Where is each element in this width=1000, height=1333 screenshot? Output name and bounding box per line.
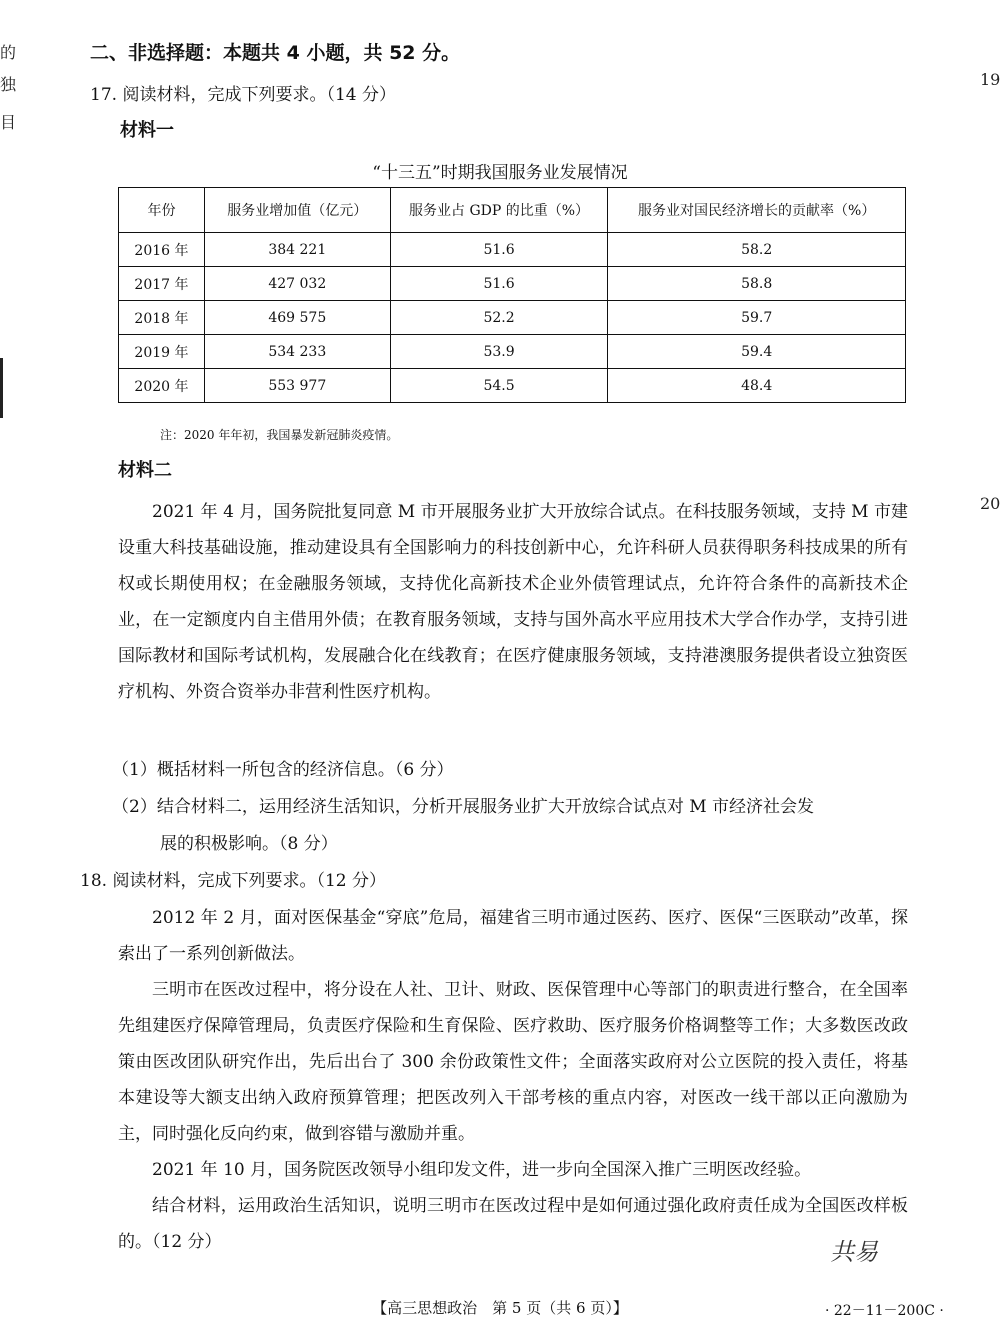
cell-year: 2017 年 bbox=[119, 267, 205, 301]
cell-added-value: 534 233 bbox=[204, 335, 390, 369]
q17-sub2-line2: 展的积极影响。（8 分） bbox=[160, 834, 338, 854]
cell-contribution: 48.4 bbox=[608, 369, 906, 403]
q17-sub1: （1）概括材料一所包含的经济信息。（6 分） bbox=[112, 760, 454, 780]
cell-added-value: 427 032 bbox=[204, 267, 390, 301]
header-contribution: 服务业对国民经济增长的贡献率（%） bbox=[608, 188, 906, 233]
edge-char-3: 目 bbox=[0, 113, 17, 132]
table-row bbox=[119, 233, 906, 267]
q18-paragraph-3: 2021 年 10 月，国务院医改领导小组印发文件，进一步向全国深入推广三明医改经验。 bbox=[152, 1160, 812, 1180]
material2-label: 材料二 bbox=[118, 460, 172, 481]
table-row bbox=[119, 301, 906, 335]
exam-code: · 22－11－200C · bbox=[825, 1303, 944, 1319]
cell-contribution: 58.8 bbox=[608, 267, 906, 301]
cell-gdp-share: 51.6 bbox=[390, 267, 608, 301]
edge-number-19: 19 bbox=[980, 70, 1000, 89]
page-footer: 【高三思想政治 第 5 页（共 6 页）】 bbox=[372, 1299, 628, 1317]
header-added-value: 服务业增加值（亿元） bbox=[204, 188, 390, 233]
scan-edge-mark bbox=[0, 358, 3, 418]
table-row bbox=[119, 369, 906, 403]
cell-gdp-share: 52.2 bbox=[390, 301, 608, 335]
material1-label: 材料一 bbox=[120, 120, 174, 141]
material2-paragraph: 2021 年 4 月，国务院批复同意 M 市开展服务业扩大开放综合试点。在科技服务领域，支持 M 市建设重大科技基础设施，推动建设具有全国影响力的科技创新中心，允许科研人员获得职务科技成果的所有权或长期使用权；在金融服务领域，支持优化高新技术企业外债管理试点，允许符合条件的高新技术企业，在一定额度内自主借用外债；在教育服务领域，支持与国外高水平应用技术大学合作办学，支持引进国际教材和国际考试机构，发展融合化在线教育；在医疗健康服务领域，支持港澳服务提供者设立独资医疗机构、外资合资举办非营利性医疗机构。 bbox=[118, 502, 908, 702]
edge-char-1: 的 bbox=[0, 43, 17, 62]
service-industry-table bbox=[118, 187, 906, 403]
cell-year: 2019 年 bbox=[119, 335, 205, 369]
q18-paragraph-1: 2012 年 2 月，面对医保基金“穿底”危局，福建省三明市通过医药、医疗、医保“三医联动”改革，探索出了一系列创新做法。 bbox=[118, 908, 908, 964]
table-row bbox=[119, 267, 906, 301]
section-title: 二、非选择题：本题共 4 小题，共 52 分。 bbox=[90, 42, 461, 64]
q17-prompt: 17. 阅读材料，完成下列要求。（14 分） bbox=[90, 85, 396, 105]
cell-contribution: 59.4 bbox=[608, 335, 906, 369]
table-title: “十三五”时期我国服务业发展情况 bbox=[372, 163, 628, 183]
cell-year: 2020 年 bbox=[119, 369, 205, 403]
header-year: 年份 bbox=[119, 188, 205, 233]
q18-paragraph-2: 三明市在医改过程中，将分设在人社、卫计、财政、医保管理中心等部门的职责进行整合，在全国率先组建医疗保障管理局，负责医疗保险和生育保险、医疗救助、医疗服务价格调整等工作；大多数医改政策由医改团队研究作出，先后出台了 300 余份政策性文件；全面落实政府对公立医院的投入责任，将基本建设等大额支出纳入政府预算管理；把医改列入干部考核的重点内容，对医改一线干部以正向激励为主，同时强化反向约束，做到容错与激励并重。 bbox=[118, 980, 908, 1144]
q17-sub2-line1: （2）结合材料二，运用经济生活知识，分析开展服务业扩大开放综合试点对 M 市经济社会发 bbox=[112, 797, 815, 817]
handwritten-note: 共易 bbox=[830, 1238, 878, 1266]
header-gdp-share: 服务业占 GDP 的比重（%） bbox=[390, 188, 608, 233]
material2-text bbox=[118, 494, 908, 710]
cell-year: 2018 年 bbox=[119, 301, 205, 335]
edge-char-2: 独 bbox=[0, 75, 17, 94]
cell-gdp-share: 54.5 bbox=[390, 369, 608, 403]
cell-year: 2016 年 bbox=[119, 233, 205, 267]
cell-gdp-share: 53.9 bbox=[390, 335, 608, 369]
cell-contribution: 58.2 bbox=[608, 233, 906, 267]
table-note: 注：2020 年年初，我国暴发新冠肺炎疫情。 bbox=[160, 428, 399, 442]
cell-added-value: 553 977 bbox=[204, 369, 390, 403]
cell-added-value: 469 575 bbox=[204, 301, 390, 335]
table-header-row bbox=[119, 188, 906, 233]
cell-added-value: 384 221 bbox=[204, 233, 390, 267]
table-row bbox=[119, 335, 906, 369]
edge-number-20: 20 bbox=[980, 494, 1000, 513]
q18-paragraph-4: 结合材料，运用政治生活知识，说明三明市在医改过程中是如何通过强化政府责任成为全国医改样板的。（12 分） bbox=[118, 1196, 908, 1252]
cell-contribution: 59.7 bbox=[608, 301, 906, 335]
q18-material bbox=[118, 900, 908, 1260]
cell-gdp-share: 51.6 bbox=[390, 233, 608, 267]
q18-prompt: 18. 阅读材料，完成下列要求。（12 分） bbox=[80, 871, 386, 891]
